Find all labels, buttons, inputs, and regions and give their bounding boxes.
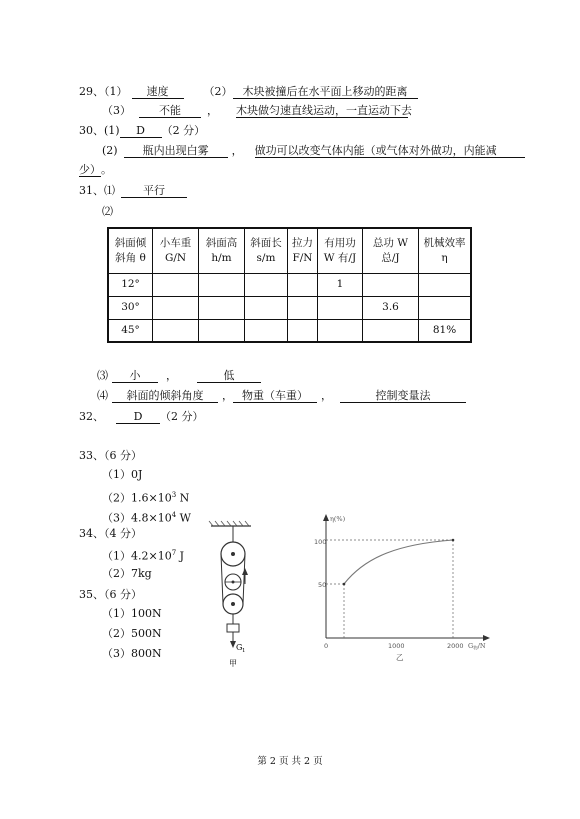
q35-item: （1）100N — [102, 607, 162, 620]
page-footer: 第 2 页 共 2 页 — [257, 756, 323, 767]
q35-number: 35、 — [79, 588, 104, 601]
q34-number: 34、 — [79, 527, 104, 540]
q29-line2 — [102, 104, 412, 118]
q32-number: 32、 — [79, 410, 104, 423]
table-cell: 3.6 — [363, 296, 419, 319]
q31-table — [107, 227, 472, 343]
q32-score: （2 分） — [160, 410, 204, 423]
q31-answer7: 控制变量法 — [340, 389, 466, 403]
q31-separator2: ， — [222, 389, 233, 402]
q31-line4 — [97, 389, 466, 403]
q31-number: 31、 — [79, 184, 104, 197]
q34-score: （4 分） — [104, 527, 142, 540]
q30-period: 。 — [101, 163, 112, 176]
table-cell — [419, 296, 472, 319]
table-cell: 45° — [108, 319, 153, 342]
q31-line1 — [79, 184, 187, 198]
pulley-figure — [205, 520, 265, 670]
q33-item: （1）0J — [102, 468, 143, 481]
table-cell — [245, 296, 288, 319]
table-cell: 30° — [108, 296, 153, 319]
efficiency-curve — [344, 540, 453, 584]
q30-answer2: 瓶内出现白雾 — [124, 144, 228, 158]
q31-answer3: 小 — [112, 369, 158, 383]
header-cell: 小车重 G/N — [153, 228, 199, 273]
q29-answer2: 木块被撞后在水平面上移动的距离 — [233, 85, 418, 99]
graph-y-label: η(%) — [330, 515, 346, 523]
table-cell — [288, 319, 318, 342]
header-cell: 斜面长 s/m — [245, 228, 288, 273]
table-cell — [288, 273, 318, 296]
q30-line1 — [79, 124, 205, 138]
header-cell: 有用功 W 有/J — [318, 228, 363, 273]
table-row — [108, 296, 471, 319]
header-cell: 斜面高 h/m — [199, 228, 245, 273]
q33-item: $(2)1.6\times 10^3$ N — [102, 491, 190, 505]
q31-answer4: 低 — [197, 369, 261, 383]
table-cell: 81% — [419, 319, 472, 342]
graph-x-label: $G_物/N$ — [468, 642, 486, 652]
table-cell — [199, 319, 245, 342]
table-cell — [153, 319, 199, 342]
table-row — [108, 319, 471, 342]
force-label-subscript: 1 — [242, 648, 246, 654]
q29-part2-label: （2） — [203, 85, 233, 98]
q30-part1-label: (1) — [104, 124, 120, 137]
table-cell: 1 — [318, 273, 363, 296]
force-label-g: G — [236, 643, 243, 652]
q29-answer1: 速度 — [132, 85, 184, 99]
q34-heading — [79, 527, 142, 541]
table-cell — [318, 296, 363, 319]
q34-item: $(1)4.2\times 10^7$ J — [102, 549, 185, 563]
table-header-row — [108, 228, 471, 273]
efficiency-graph — [308, 512, 498, 662]
q33-score: （6 分） — [104, 449, 142, 462]
table-cell — [199, 296, 245, 319]
table-cell — [245, 273, 288, 296]
header-cell: 斜面倾 斜角 θ — [108, 228, 153, 273]
q35-heading — [79, 588, 142, 602]
header-cell: 总功 W 总/J — [363, 228, 419, 273]
q29-answer3: 不能 — [139, 104, 201, 118]
q29-line1 — [79, 85, 418, 99]
header-cell: 机械效率 η — [419, 228, 472, 273]
table-cell — [363, 273, 419, 296]
q30-answer3: 做功可以改变气体内能（或气体对外做功，内能减 — [255, 144, 525, 158]
graph-x-tick: 0 — [324, 642, 329, 650]
table-cell — [288, 296, 318, 319]
q29-number: 29、 — [79, 85, 104, 98]
q33-number: 33、 — [79, 449, 104, 462]
table-cell — [318, 319, 363, 342]
table-row — [108, 273, 471, 296]
header-cell: 拉力 F/N — [288, 228, 318, 273]
table-cell — [153, 296, 199, 319]
q29-part3-label: （3） — [102, 104, 131, 117]
q30-number: 30、 — [79, 124, 104, 137]
q35-item: （3）800N — [102, 647, 162, 660]
q33-heading — [79, 449, 142, 463]
q35-item: （2）500N — [102, 627, 162, 640]
q31-part3-label: ⑶ — [97, 369, 108, 382]
q31-part1-label: ⑴ — [104, 184, 115, 197]
q35-score: （6 分） — [104, 588, 142, 601]
q30-line2 — [102, 144, 525, 158]
q31-answer5: 斜面的倾斜角度 — [112, 389, 218, 403]
q31-part2-label: ⑵ — [102, 205, 113, 218]
q30-score: （2 分） — [161, 124, 206, 137]
q34-item: （2）7kg — [102, 567, 152, 580]
table-cell — [363, 319, 419, 342]
table-cell — [419, 273, 472, 296]
figure-caption-jia: 甲 — [229, 659, 237, 668]
q31-part4-label: ⑷ — [97, 389, 108, 402]
table-cell — [199, 273, 245, 296]
q30-answer3-cont: 少） — [79, 163, 101, 176]
figure-caption-yi: 乙 — [396, 653, 404, 662]
q30-separator: ， — [231, 144, 243, 157]
q31-separator3: ， — [321, 389, 332, 402]
q31-separator: ， — [166, 369, 177, 382]
q32-answer: D — [116, 410, 160, 424]
graph-x-tick: 1000 — [388, 642, 405, 650]
q30-part2-label: (2) — [102, 144, 118, 157]
q30-answer1: D — [120, 124, 162, 138]
q33-item: $(3)4.8\times 10^4$ W — [102, 511, 191, 525]
q31-answer1: 平行 — [121, 184, 187, 198]
graph-x-tick: 2000 — [447, 642, 464, 650]
q29-part1-label: （1） — [104, 85, 128, 98]
table-cell — [245, 319, 288, 342]
q30-line3 — [79, 163, 112, 177]
q32-line — [79, 410, 204, 424]
table-cell: 12° — [108, 273, 153, 296]
q31-answer6: 物重（车重） — [233, 389, 317, 403]
table-cell — [153, 273, 199, 296]
q29-answer4: 木块做匀速直线运动，一直运动下去 — [236, 104, 412, 117]
q29-separator: ， — [207, 104, 218, 117]
q31-line3 — [97, 369, 261, 383]
graph-y-tick: 50 — [318, 581, 327, 589]
graph-y-tick: 100 — [314, 538, 327, 546]
